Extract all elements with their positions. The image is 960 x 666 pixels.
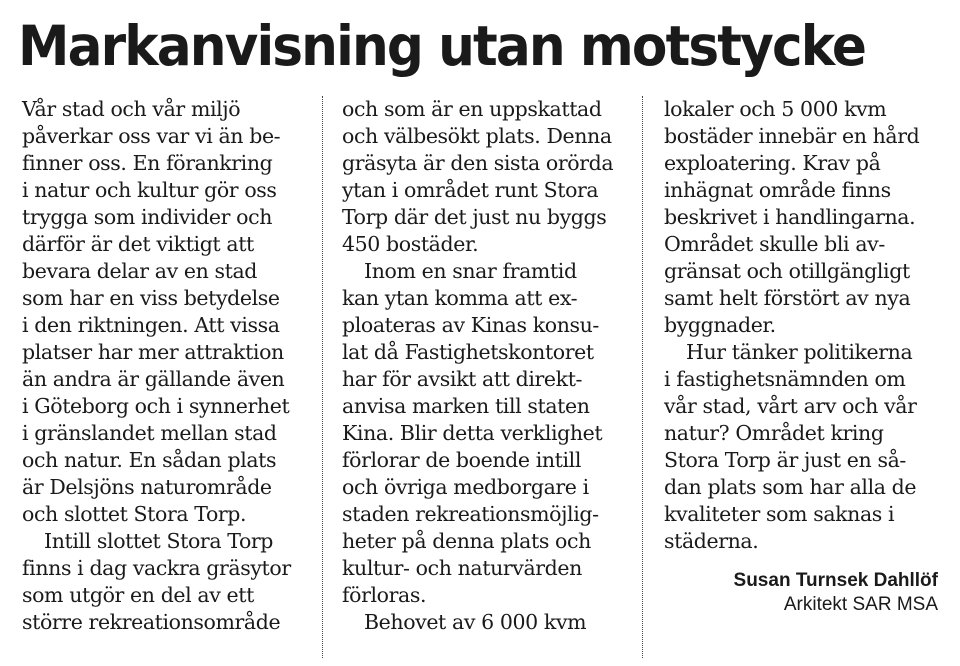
body-line: i fastighetsnämnden om [664, 367, 906, 391]
article-column-3 [664, 96, 954, 555]
body-line: som utgör en del av ett [22, 583, 254, 607]
body-line: Vår stad och vår miljö [22, 97, 241, 121]
body-line: trygga som individer och [22, 205, 272, 229]
body-line: byggnader. [664, 313, 776, 337]
body-line: finns i dag vackra gräsytor [22, 556, 291, 580]
article-column-2 [342, 96, 630, 636]
body-line: vår stad, vårt arv och vår [664, 394, 917, 418]
body-line: därför är det viktigt att [22, 232, 254, 256]
body-line: natur? Området kring [664, 421, 884, 445]
body-line: kan ytan komma att ex- [342, 286, 578, 310]
body-line: är Delsjöns naturområde [22, 475, 272, 499]
body-line: förlorar de boende intill [342, 448, 581, 472]
body-line: platser har mer attraktion [22, 340, 284, 364]
body-line: anvisa marken till staten [342, 394, 590, 418]
body-line: städerna. [664, 529, 759, 553]
body-line: ploateras av Kinas konsu- [342, 313, 599, 337]
body-line: än andra är gällande även [22, 367, 285, 391]
body-line: i den riktningen. Att vissa [22, 313, 280, 337]
body-line: beskrivet i handlingarna. [664, 205, 916, 229]
body-line: bevara delar av en stad [22, 259, 258, 283]
body-line: kultur- och naturvärden [342, 556, 582, 580]
byline-author: Susan Turnsek Dahllöf [733, 570, 938, 591]
body-line: Området skulle bli av- [664, 232, 885, 256]
body-line: och välbesökt plats. Denna [342, 124, 612, 148]
body-line: och natur. En sådan plats [22, 448, 277, 472]
body-line: lat då Fastighetskontoret [342, 340, 594, 364]
body-line: påverkar oss var vi än be- [22, 124, 281, 148]
byline-title: Arkitekt SAR MSA [783, 594, 938, 615]
column-divider [642, 96, 643, 658]
body-line: i Göteborg och i synnerhet [22, 394, 290, 418]
body-line: 450 bostäder. [342, 232, 479, 256]
headline: Markanvisning utan motstycke [18, 14, 866, 78]
body-line: lokaler och 5 000 kvm [664, 97, 887, 121]
paragraph-start-line: Hur tänker politikerna [686, 340, 913, 364]
body-line: och övriga medborgare i [342, 475, 589, 499]
body-line: dan plats som har alla de [664, 475, 917, 499]
paragraph-start-line: Inom en snar framtid [364, 259, 577, 283]
body-line: större rekreationsområde [22, 610, 281, 634]
column-divider [322, 96, 323, 658]
body-line: i gränslandet mellan stad [22, 421, 277, 445]
body-line: exploatering. Krav på [664, 151, 881, 175]
body-line: Torp där det just nu byggs [342, 205, 607, 229]
body-line: och slottet Stora Torp. [22, 502, 247, 526]
body-line: heter på denna plats och [342, 529, 591, 553]
body-line: staden rekreationsmöjlig- [342, 502, 599, 526]
body-line: och som är en uppskattad [342, 97, 602, 121]
body-line: bostäder innebär en hård [664, 124, 920, 148]
body-line: Stora Torp är just en så- [664, 448, 906, 472]
body-line: ytan i området runt Stora [342, 178, 599, 202]
body-line: samt helt förstört av nya [664, 286, 911, 310]
paragraph-start-line: Behovet av 6 000 kvm [364, 610, 587, 634]
body-line: Kina. Blir detta verklighet [342, 421, 603, 445]
body-line: i natur och kultur gör oss [22, 178, 277, 202]
body-line: har för avsikt att direkt- [342, 367, 583, 391]
body-line: som har en viss betydelse [22, 286, 280, 310]
body-line: inhägnat område finns [664, 178, 891, 202]
body-line: gräsyta är den sista orörda [342, 151, 614, 175]
article-column-1 [22, 96, 310, 636]
paragraph-start-line: Intill slottet Stora Torp [44, 529, 274, 553]
body-line: kvaliteter som saknas i [664, 502, 895, 526]
body-line: förloras. [342, 583, 427, 607]
body-line: gränsat och otillgängligt [664, 259, 910, 283]
body-line: finner oss. En förankring [22, 151, 273, 175]
